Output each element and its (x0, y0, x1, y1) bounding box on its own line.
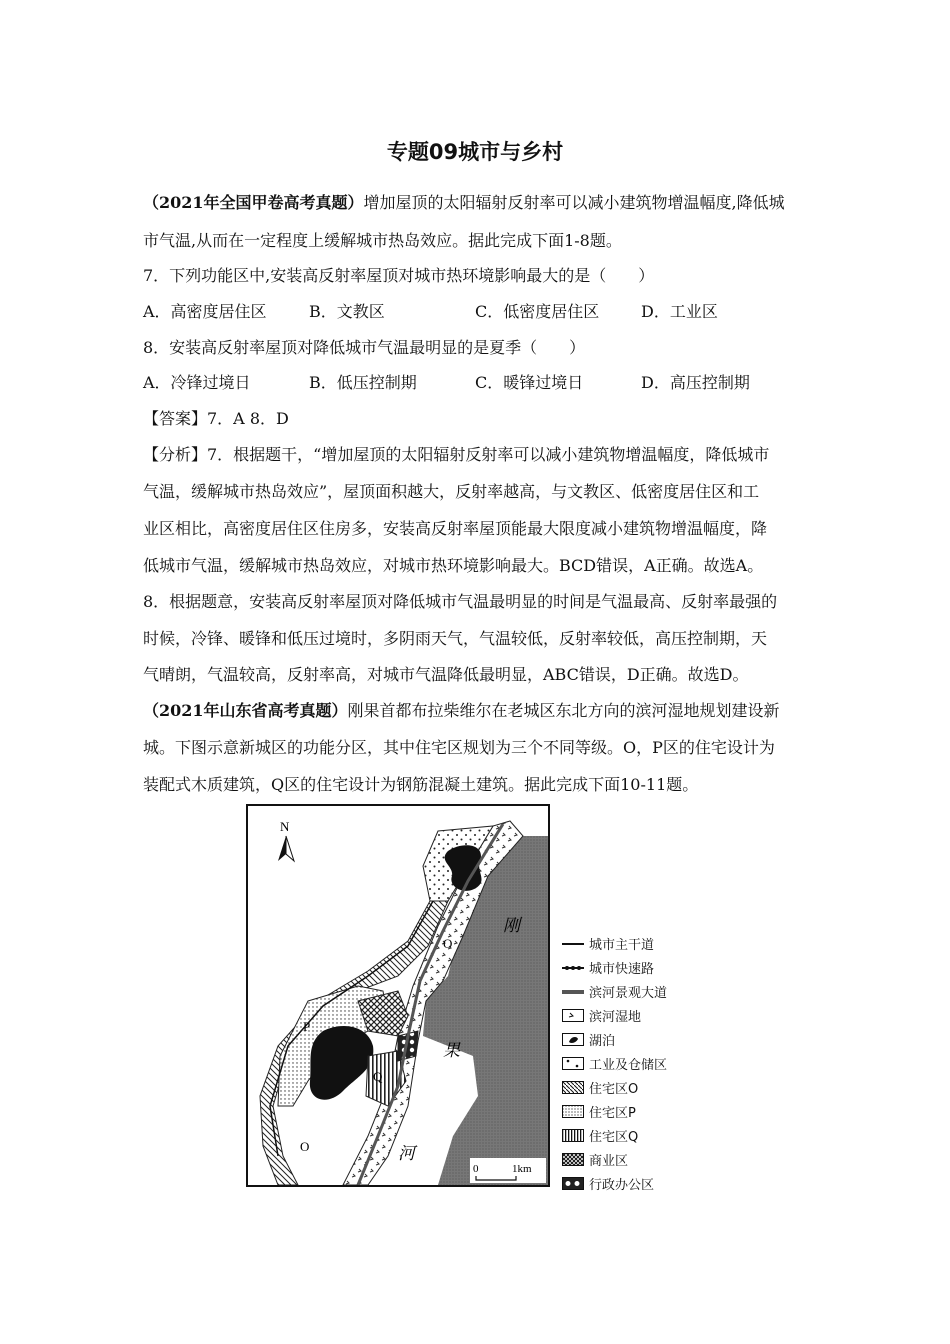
q7-option-c: C．低密度居住区 (475, 302, 600, 321)
question-7: 7．下列功能区中,安装高反射率屋顶对城市热环境影响最大的是（ ） (143, 266, 655, 285)
analysis-line-5: 8．根据题意，安装高反射率屋顶对降低城市气温最明显的时间是气温最高、反射率最强的 (143, 592, 778, 611)
analysis-line-1: 【分析】7．根据题干，“增加屋顶的太阳辐射反射率可以减小建筑物增温幅度，降低城市 (143, 445, 770, 464)
label-guo: 果 (443, 1041, 460, 1061)
analysis-line-7: 气晴朗，气温较高，反射率高，对城市气温降低最明显，ABC错误，D正确。故选D。 (143, 665, 749, 684)
q1-intro-text-1: 增加屋顶的太阳辐射反射率可以减小建筑物增温幅度,降低城 (363, 193, 785, 212)
q2-intro-line-1 (143, 698, 808, 721)
legend-riverside-avenue-symbol (562, 985, 584, 998)
page-title: 专题09城市与乡村 (386, 140, 564, 164)
legend-main-road-symbol (562, 937, 584, 950)
analysis-line-4: 低城市气温，缓解城市热岛效应，对城市热环境影响最大。BCD错误，A正确。故选A。 (143, 556, 764, 575)
label-o-north: O (443, 936, 453, 951)
answer-line: 【答案】7．A 8．D (143, 409, 289, 428)
legend-residential-q-symbol (562, 1129, 584, 1142)
scale-zero: 0 (473, 1163, 479, 1175)
q8-option-d: D．高压控制期 (641, 373, 750, 392)
analysis-line-2: 气温，缓解城市热岛效应”，屋顶面积越大，反射率越高，与文教区、低密度居住区和工 (143, 482, 760, 501)
q7-option-a: A．高密度居住区 (143, 302, 267, 321)
map-svg (248, 806, 548, 1185)
legend-expressway-symbol (562, 961, 584, 974)
q8-option-c: C．暖锋过境日 (475, 373, 584, 392)
legend-residential-o-symbol (562, 1081, 584, 1094)
q8-option-b: B．低压控制期 (309, 373, 417, 392)
legend-commercial-symbol (562, 1153, 584, 1166)
label-q: Q (373, 1069, 383, 1084)
q2-source: （2021年山东省高考真题） (143, 701, 348, 720)
legend-industrial-symbol (562, 1057, 584, 1070)
legend-lake-symbol (562, 1033, 584, 1046)
analysis-line-6: 时候，冷锋、暖锋和低压过境时，多阴雨天气，气温较低，反射率较低，高压控制期，天 (143, 629, 768, 648)
scale-km: 1km (512, 1163, 532, 1175)
lake-south (310, 1026, 373, 1100)
q1-intro-line-1 (143, 190, 808, 213)
new-city-function-map (246, 804, 550, 1187)
q8-option-a: A．冷锋过境日 (143, 373, 251, 392)
north-label: N (280, 819, 290, 834)
legend-residential-p-symbol (562, 1105, 584, 1118)
q7-option-b: B．文教区 (309, 302, 385, 321)
q1-source: （2021年全国甲卷高考真题） (143, 193, 364, 212)
q2-intro-line-3: 装配式木质建筑，Q区的住宅设计为钢筋混凝土建筑。据此完成下面10-11题。 (143, 775, 699, 794)
q2-intro-line-2: 城。下图示意新城区的功能分区，其中住宅区规划为三个不同等级。O，P区的住宅设计为 (143, 738, 775, 757)
scale-bar-background (470, 1158, 546, 1183)
q2-intro-text-1: 刚果首都布拉柴维尔在老城区东北方向的滨河湿地规划建设新 (347, 701, 780, 720)
label-he: 河 (398, 1144, 415, 1164)
label-o-south: O (300, 1139, 310, 1154)
label-p: P (303, 1019, 311, 1034)
q1-intro-line-2: 市气温,从而在一定程度上缓解城市热岛效应。据此完成下面1-8题。 (143, 231, 622, 250)
question-8: 8．安装高反射率屋顶对降低城市气温最明显的是夏季（ ） (143, 338, 586, 357)
legend-admin-symbol (562, 1177, 584, 1190)
north-arrow-icon (278, 836, 294, 861)
legend-wetland-symbol (562, 1009, 584, 1022)
q7-option-d: D．工业区 (641, 302, 718, 321)
analysis-line-3: 业区相比，高密度居住区住房多，安装高反射率屋顶能最大限度减小建筑物增温幅度，降 (143, 519, 768, 538)
document-page: 专题09城市与乡村 （2021年全国甲卷高考真题）增加屋顶的太阳辐射反射率可以减小建筑物增温幅度,降低城 市气温,从而在一定程度上缓解城市热岛效应。据此完成下面1-8题。 7．下列功能区中,安装高反射率屋顶对城市热环境影响最大的是（ ） A．高密度居住区 B．文教区 C．低密度居住区 D．工业区 8．安装高反射率屋顶对降低城市气温最明显的是夏季（ ） A．冷锋过境日 B．低压控制期 C．暖锋过境日 D．高压控制期 【答案】7．A 8．D 【分析】7．根据题干，“增加屋顶的太阳辐射反射率可以减小建筑物增温幅度，降低城市 气温，缓解城市热岛效应”，屋顶面积越大，反射率越高，与文教区、低密度居住区和工 业区相比，高密度居住区住房多，安装高反射率屋顶能最大限度减小建筑物增温幅度，降 低城市气温，缓解城市热岛效应，对城市热环境影响最大。BCD错误，A正确。故选A。 8．根据题意，安装高反射率屋顶对降低城市气温最明显的时间是气温最高、反射率最强的 时候，冷锋、暖锋和低压过境时，多阴雨天气，气温较低，反射率较低，高压控制期，天 气晴朗，气温较高，反射率高，对城市气温降低最明显，ABC错误，D正确。故选D。 （2021年山东省高考真题）刚果首都布拉柴维尔在老城区东北方向的滨河湿地规划建设新 城。下图示意新城区的功能分区，其中住宅区规划为三个不同等级。O，P区的住宅设计为 装配式木质建筑，Q区的住宅设计为钢筋混凝土建筑。据此完成下面10-11题。 N O P Q O 刚 果 河 0 1km 城市主干道 城市快速路 滨河景观大道 滨河湿地 湖泊 工业及仓储区 住宅区O 住宅区P 住宅区Q 商业区 行政办公区 (0, 0, 950, 1344)
label-gang: 刚 (503, 916, 520, 936)
